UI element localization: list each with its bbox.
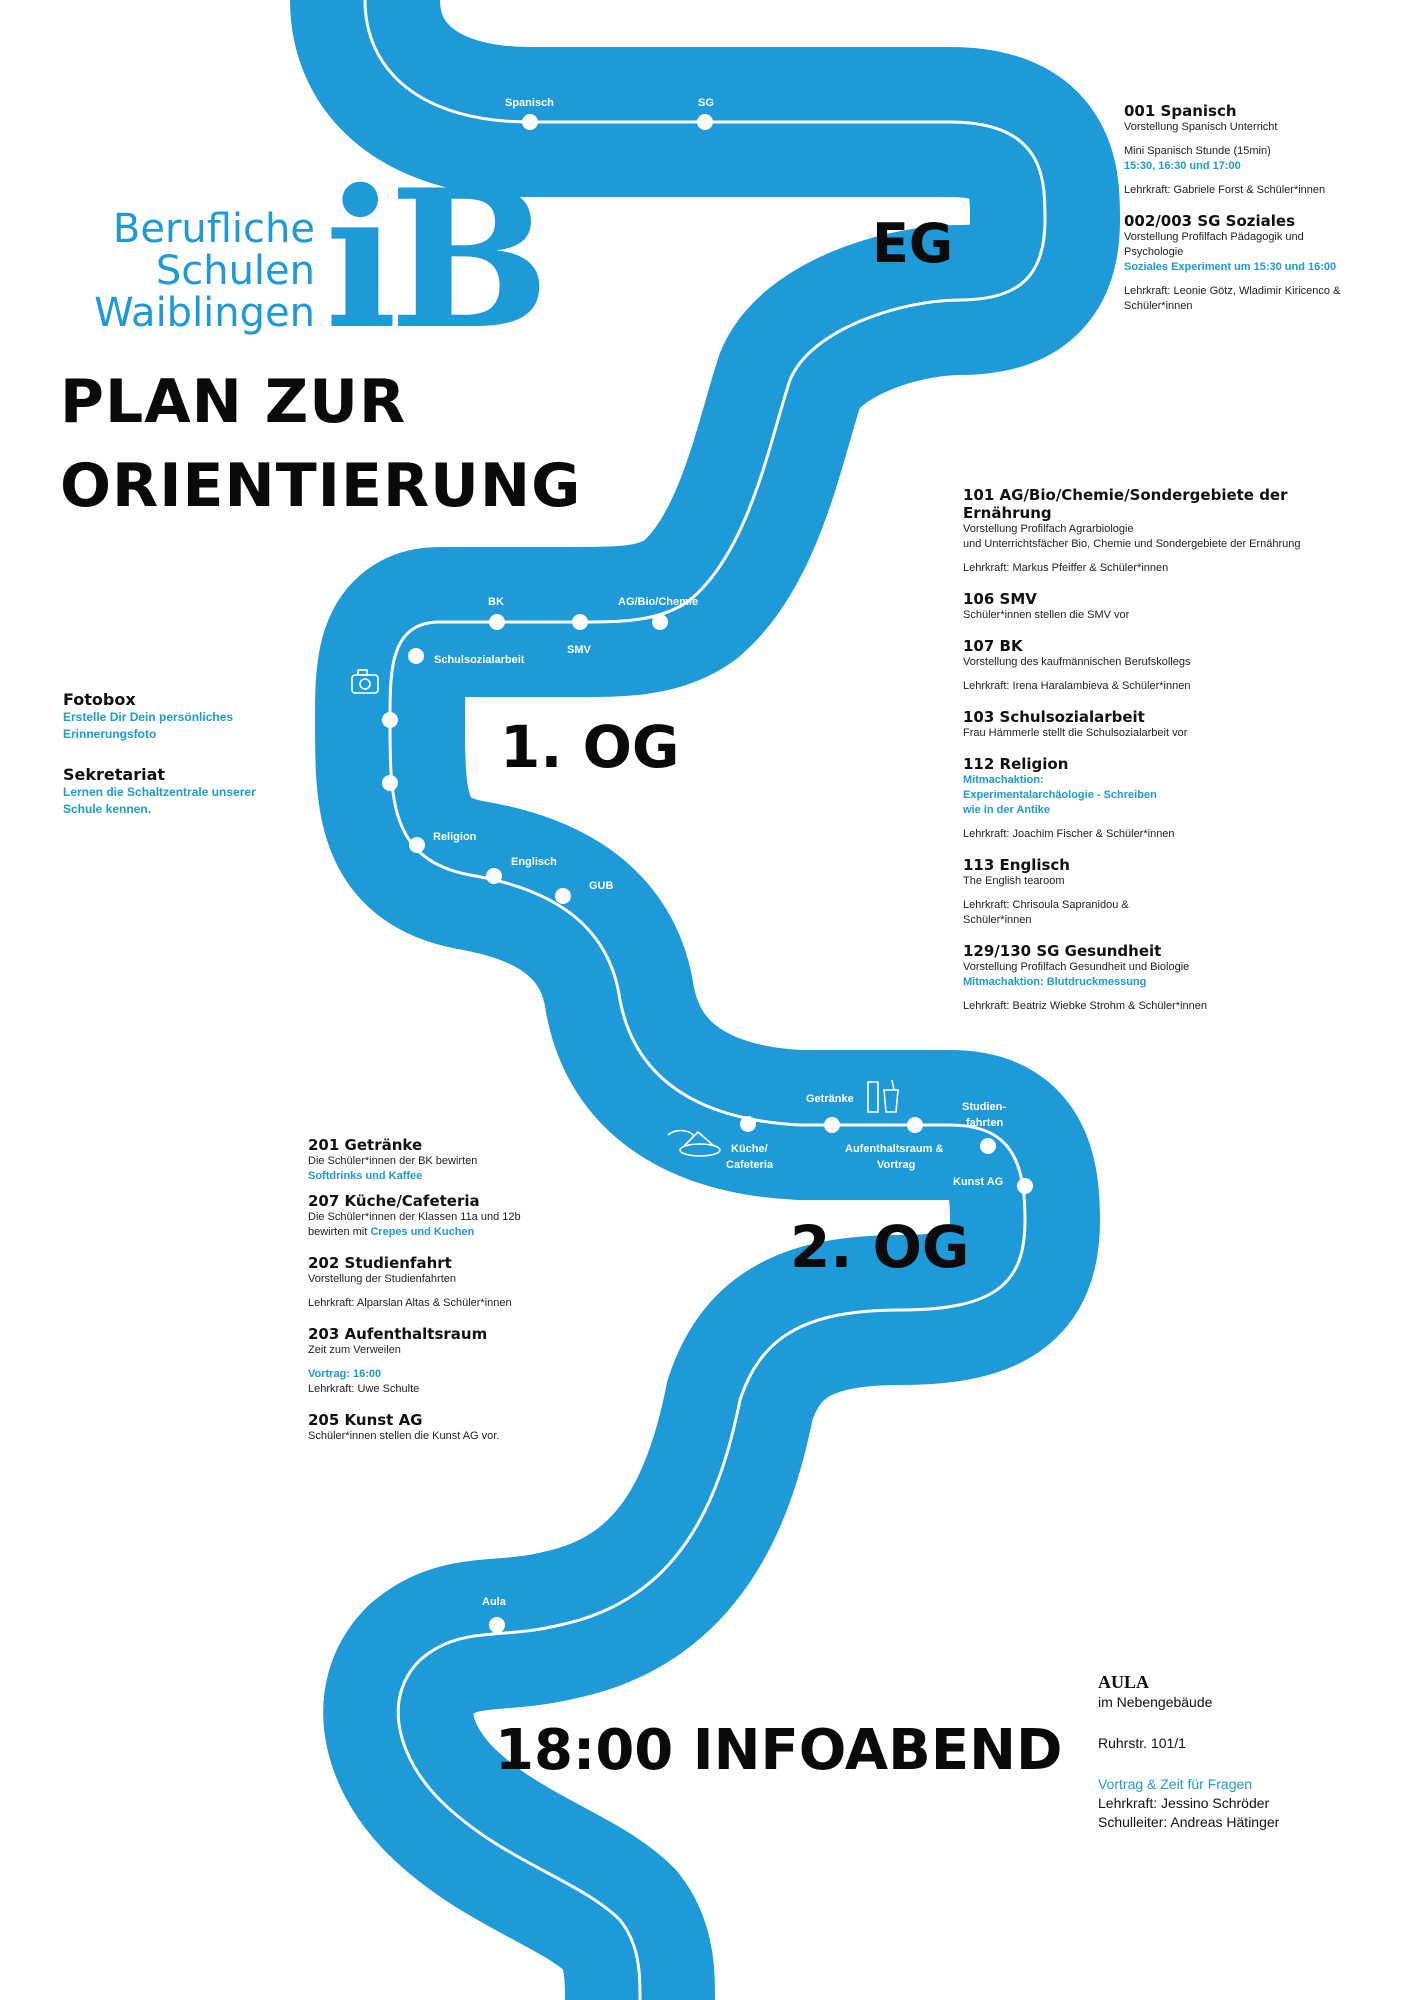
info-highlight: Vortrag: 16:00 bbox=[308, 1368, 382, 1380]
info-text: und Unterrichtsfächer Bio, Chemie und Sondergebiete der Ernährung bbox=[963, 538, 1301, 550]
station-ag[interactable] bbox=[652, 614, 668, 630]
info-teacher: Lehrkraft: Uwe Schulte bbox=[308, 1383, 420, 1395]
info-spanisch bbox=[1124, 102, 1394, 198]
station-smv[interactable] bbox=[572, 614, 588, 630]
info-title: 107 BK bbox=[963, 637, 1023, 655]
station-religion[interactable] bbox=[409, 837, 425, 853]
info-title: 203 Aufenthaltsraum bbox=[308, 1325, 488, 1343]
info-teacher: Schüler*innen bbox=[963, 914, 1032, 926]
info-title: 202 Studienfahrt bbox=[308, 1254, 452, 1272]
info-highlight: Experimentalarchäologie - Schreiben bbox=[963, 789, 1157, 801]
info-aufenthalt bbox=[308, 1325, 608, 1397]
road-label-sg: SG bbox=[698, 97, 714, 109]
road-label-schulsozialarbeit: Schulsozialarbeit bbox=[434, 654, 525, 666]
info-title: 205 Kunst AG bbox=[308, 1411, 423, 1429]
station-sg[interactable] bbox=[697, 114, 713, 130]
info-title: 101 AG/Bio/Chemie/Sondergebiete der Ernährung bbox=[963, 486, 1288, 522]
info-title: 129/130 SG Gesundheit bbox=[963, 942, 1162, 960]
info-teacher: Lehrkraft: Gabriele Forst & Schüler*innen bbox=[1124, 184, 1326, 196]
info-bk bbox=[963, 637, 1363, 694]
info-text: Vorstellung Profilfach Pädagogik und bbox=[1124, 231, 1304, 243]
logo-line-1: Berufliche bbox=[112, 206, 315, 252]
infoabend-label: 18:00 INFOABEND bbox=[495, 1718, 1063, 1783]
info-text: Vorstellung des kaufmännischen Berufskollegs bbox=[963, 656, 1191, 668]
floor-label-og2: 2. OG bbox=[790, 1213, 970, 1281]
school-name-logo bbox=[60, 208, 315, 334]
info-title: Sekretariat bbox=[63, 765, 166, 784]
info-text: Zeit zum Verweilen bbox=[308, 1344, 401, 1356]
info-highlight: 15:30, 16:30 und 17:00 bbox=[1124, 160, 1241, 172]
station-aula[interactable] bbox=[489, 1617, 505, 1633]
title-line-1: PLAN ZUR bbox=[60, 367, 407, 437]
info-text: Die Schüler*innen der Klassen 11a und 12b bbox=[308, 1211, 521, 1223]
info-title: 001 Spanisch bbox=[1124, 102, 1237, 120]
station-fotobox[interactable] bbox=[382, 712, 398, 728]
info-text: Vorstellung der Studienfahrten bbox=[308, 1273, 456, 1285]
road-label-englisch: Englisch bbox=[511, 856, 557, 868]
aula-teacher: Lehrkraft: Jessino Schröder bbox=[1098, 1795, 1270, 1811]
road-label-studien2: fahrten bbox=[966, 1117, 1004, 1129]
info-highlight: Soziales Experiment um 15:30 und 16:00 bbox=[1124, 261, 1337, 273]
info-title: 201 Getränke bbox=[308, 1136, 423, 1154]
info-teacher: Lehrkraft: Joachim Fischer & Schüler*innen bbox=[963, 828, 1175, 840]
side-info-panel bbox=[63, 690, 303, 818]
station-kueche[interactable] bbox=[740, 1116, 756, 1132]
aula-info-panel bbox=[1098, 1672, 1358, 1832]
info-title: 002/003 SG Soziales bbox=[1124, 212, 1296, 230]
info-text-part: bewirten mit bbox=[308, 1226, 371, 1238]
info-soziales bbox=[1124, 212, 1394, 314]
info-highlight: Erinnerungsfoto bbox=[63, 727, 157, 741]
info-text: The English tearoom bbox=[963, 875, 1065, 887]
info-title: 103 Schulsozialarbeit bbox=[963, 708, 1145, 726]
info-title: 106 SMV bbox=[963, 590, 1037, 608]
info-schulsozialarbeit bbox=[963, 708, 1363, 741]
info-sekretariat bbox=[63, 765, 303, 818]
info-kueche bbox=[308, 1192, 608, 1240]
road-label-bk: BK bbox=[488, 596, 504, 608]
road-label-religion: Religion bbox=[433, 831, 477, 843]
station-kunst[interactable] bbox=[1017, 1178, 1033, 1194]
info-highlight: Erstelle Dir Dein persönliches bbox=[63, 710, 234, 724]
info-title: 113 Englisch bbox=[963, 856, 1070, 874]
info-teacher: Lehrkraft: Irena Haralambieva & Schüler*innen bbox=[963, 680, 1191, 692]
eg-info-panel bbox=[1124, 102, 1394, 328]
page-title bbox=[60, 360, 581, 528]
og1-info-panel bbox=[963, 486, 1363, 1028]
info-kunst bbox=[308, 1411, 608, 1444]
road-label-aufenthalt1: Aufenthaltsraum & bbox=[845, 1143, 944, 1155]
info-studienfahrt bbox=[308, 1254, 608, 1311]
info-smv bbox=[963, 590, 1363, 623]
info-text: Schüler*innen stellen die Kunst AG vor. bbox=[308, 1430, 500, 1442]
info-teacher: Schüler*innen bbox=[1124, 300, 1193, 312]
info-highlight: Mitmachaktion: bbox=[963, 774, 1044, 786]
road-label-spanisch: Spanisch bbox=[505, 97, 554, 109]
info-religion bbox=[963, 755, 1363, 842]
info-text: Vorstellung Profilfach Agrarbiologie bbox=[963, 523, 1134, 535]
road-label-studien1: Studien- bbox=[962, 1101, 1006, 1113]
info-teacher: Lehrkraft: Markus Pfeiffer & Schüler*innen bbox=[963, 562, 1169, 574]
info-fotobox bbox=[63, 690, 303, 743]
road-label-ag: AG/Bio/Chemie bbox=[618, 596, 699, 608]
road-label-aufenthalt2: Vortrag bbox=[877, 1159, 916, 1171]
info-title: Fotobox bbox=[63, 690, 136, 709]
station-schulsozialarbeit[interactable] bbox=[408, 648, 424, 664]
info-gesundheit bbox=[963, 942, 1363, 1014]
station-gub[interactable] bbox=[555, 888, 571, 904]
station-bk[interactable] bbox=[489, 614, 505, 630]
road-label-kunst: Kunst AG bbox=[953, 1176, 1004, 1188]
info-highlight: Softdrinks und Kaffee bbox=[308, 1170, 423, 1182]
aula-address: Ruhrstr. 101/1 bbox=[1098, 1735, 1186, 1751]
info-text: Schüler*innen stellen die SMV vor bbox=[963, 609, 1130, 621]
road-label-kueche1: Küche/ bbox=[731, 1143, 768, 1155]
info-highlight: Lernen die Schaltzentrale unserer bbox=[63, 785, 256, 799]
og2-info-panel bbox=[308, 1136, 608, 1458]
station-englisch[interactable] bbox=[486, 868, 502, 884]
info-teacher: Lehrkraft: Alparslan Altas & Schüler*innen bbox=[308, 1297, 512, 1309]
floor-label-eg: EG bbox=[872, 212, 954, 275]
info-highlight: Crepes und Kuchen bbox=[370, 1226, 475, 1238]
info-englisch bbox=[963, 856, 1363, 928]
info-text: Vorstellung Profilfach Gesundheit und Biologie bbox=[963, 961, 1190, 973]
info-text: Psychologie bbox=[1124, 246, 1184, 258]
info-ag bbox=[963, 486, 1363, 576]
info-highlight: Schule kennen. bbox=[63, 802, 152, 816]
aula-principal: Schulleiter: Andreas Hätinger bbox=[1098, 1814, 1280, 1830]
info-teacher: Lehrkraft: Leonie Götz, Wladimir Kiricenco & bbox=[1124, 285, 1341, 297]
station-getraenke[interactable] bbox=[824, 1117, 840, 1133]
aula-location: im Nebengebäude bbox=[1098, 1694, 1213, 1710]
aula-highlight: Vortrag & Zeit für Fragen bbox=[1098, 1776, 1253, 1792]
floor-label-og1: 1. OG bbox=[500, 713, 680, 781]
info-getraenke bbox=[308, 1136, 608, 1184]
aula-title: AULA bbox=[1098, 1672, 1150, 1692]
info-title: 112 Religion bbox=[963, 755, 1069, 773]
station-aufenthalt[interactable] bbox=[907, 1117, 923, 1133]
ib-logo-mark: iB bbox=[325, 148, 542, 371]
station-sekretariat[interactable] bbox=[382, 775, 398, 791]
info-text: Vorstellung Spanisch Unterricht bbox=[1124, 121, 1278, 133]
info-text: Frau Hämmerle stellt die Schulsozialarbeit vor bbox=[963, 727, 1188, 739]
info-title: 207 Küche/Cafeteria bbox=[308, 1192, 480, 1210]
info-highlight: wie in der Antike bbox=[963, 804, 1051, 816]
road-label-getraenke: Getränke bbox=[806, 1093, 854, 1105]
logo-line-3: Waiblingen bbox=[94, 290, 315, 336]
station-studienfahrten[interactable] bbox=[980, 1138, 996, 1154]
info-text: Die Schüler*innen der BK bewirten bbox=[308, 1155, 478, 1167]
logo-line-2: Schulen bbox=[155, 248, 315, 294]
info-text: Mini Spanisch Stunde (15min) bbox=[1124, 145, 1271, 157]
road-label-aula: Aula bbox=[482, 1596, 506, 1608]
title-line-2: ORIENTIERUNG bbox=[60, 451, 582, 521]
station-spanisch[interactable] bbox=[522, 114, 538, 130]
info-teacher: Lehrkraft: Chrisoula Sapranidou & bbox=[963, 899, 1129, 911]
info-teacher: Lehrkraft: Beatriz Wiebke Strohm & Schüler*innen bbox=[963, 1000, 1207, 1012]
info-text bbox=[308, 1225, 608, 1240]
road-label-smv: SMV bbox=[567, 644, 591, 656]
info-highlight: Mitmachaktion: Blutdruckmessung bbox=[963, 976, 1147, 988]
road-label-gub: GUB bbox=[589, 880, 614, 892]
road-label-kueche2: Cafeteria bbox=[726, 1159, 774, 1171]
